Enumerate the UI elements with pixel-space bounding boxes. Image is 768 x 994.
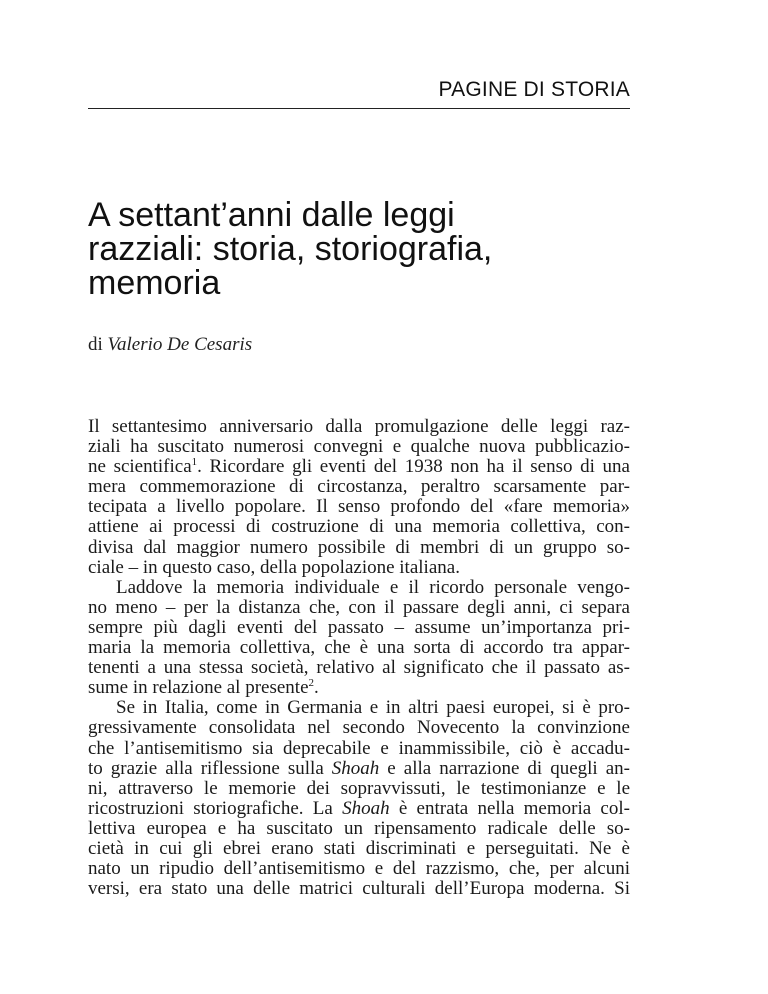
text-line: versi, era stato una delle matrici culturali dell’Europa moderna. Si [88,878,630,900]
text-line: Laddove la memoria individuale e il ricordo personale vengo- [116,576,630,598]
text-line: divisa dal maggior numero possibile di membri di un gruppo so- [88,536,630,558]
article-title-line: memoria [88,264,221,302]
text-fragment: ne scientifica [88,456,192,478]
section-header-label: PAGINE DI STORIA [438,78,630,101]
text-line: no meno – per la distanza che, con il passare degli anni, ci separa [88,596,630,618]
section-header [88,76,630,109]
text-line: ziali ha suscitato numerosi convegni e qualche nuova pubblicazio- [88,436,630,458]
text-line: cietà in cui gli ebrei erano stati discriminati e perseguitati. Ne è [88,837,630,859]
paragraph-1 [88,417,630,578]
text-line: ni, attraverso le memorie dei sopravvissuti, le testimonianze e le [88,777,630,799]
paragraph-2 [88,578,630,699]
paragraph-3 [88,698,630,899]
footnote-ref-2[interactable]: 2 [308,677,315,690]
text-fragment: . [314,677,319,699]
text-line [88,759,630,779]
text-line: sempre più dagli eventi del passato – assume un’importanza pri- [88,616,630,638]
article-body [88,417,630,899]
text-line: maria la memoria collettiva, che è una sorta di accordo tra appar- [88,637,630,659]
text-line: tecipata a livello popolare. Il senso profondo del «fare memoria» [88,496,630,518]
text-line: attiene ai processi di costruzione di una memoria collettiva, con- [88,516,630,538]
text-fragment: . Ricordare gli eventi del 1938 non ha il senso di una [197,456,630,478]
byline-prefix: di [88,334,103,355]
italic-term: Shoah [342,797,390,819]
text-line: lettiva europea e ha suscitato un ripensamento radicale delle so- [88,817,630,839]
article-title-line: razziali: storia, storiografia, [88,230,493,268]
text-fragment: e alla narrazione di quegli an- [379,757,630,779]
text-line: che l’antisemitismo sia deprecabile e inammissibile, ciò è accadu- [88,737,630,759]
text-line [88,457,630,477]
byline [88,334,252,356]
text-line: tenenti a una stessa società, relativo al significato che il passato as- [88,657,630,679]
text-line: gressivamente consolidata nel secondo Novecento la convinzione [88,717,630,739]
text-fragment: to grazie alla riflessione sulla [88,757,332,779]
text-line [88,799,630,819]
text-fragment: sume in relazione al presente [88,677,309,699]
text-fragment: è entrata nella memoria col- [389,797,630,819]
author-name: Valerio De Cesaris [107,334,253,355]
text-line: ciale – in questo caso, della popolazione italiana. [88,556,460,578]
text-line: nato un ripudio dell’antisemitismo e del razzismo, che, per alcuni [88,858,630,880]
text-line: Se in Italia, come in Germania e in altri paesi europei, si è pro- [116,697,630,719]
text-line [88,678,630,698]
footnote-ref-1[interactable]: 1 [191,456,198,469]
text-fragment: ricostruzioni storiografiche. La [88,797,343,819]
italic-term: Shoah [331,757,380,779]
article-title-line: A settant’anni dalle leggi [88,196,455,234]
article-title [88,198,648,300]
text-line: mera commemorazione di circostanza, peraltro scarsamente par- [88,476,630,498]
text-line: Il settantesimo anniversario dalla promulgazione delle leggi raz- [88,416,630,437]
